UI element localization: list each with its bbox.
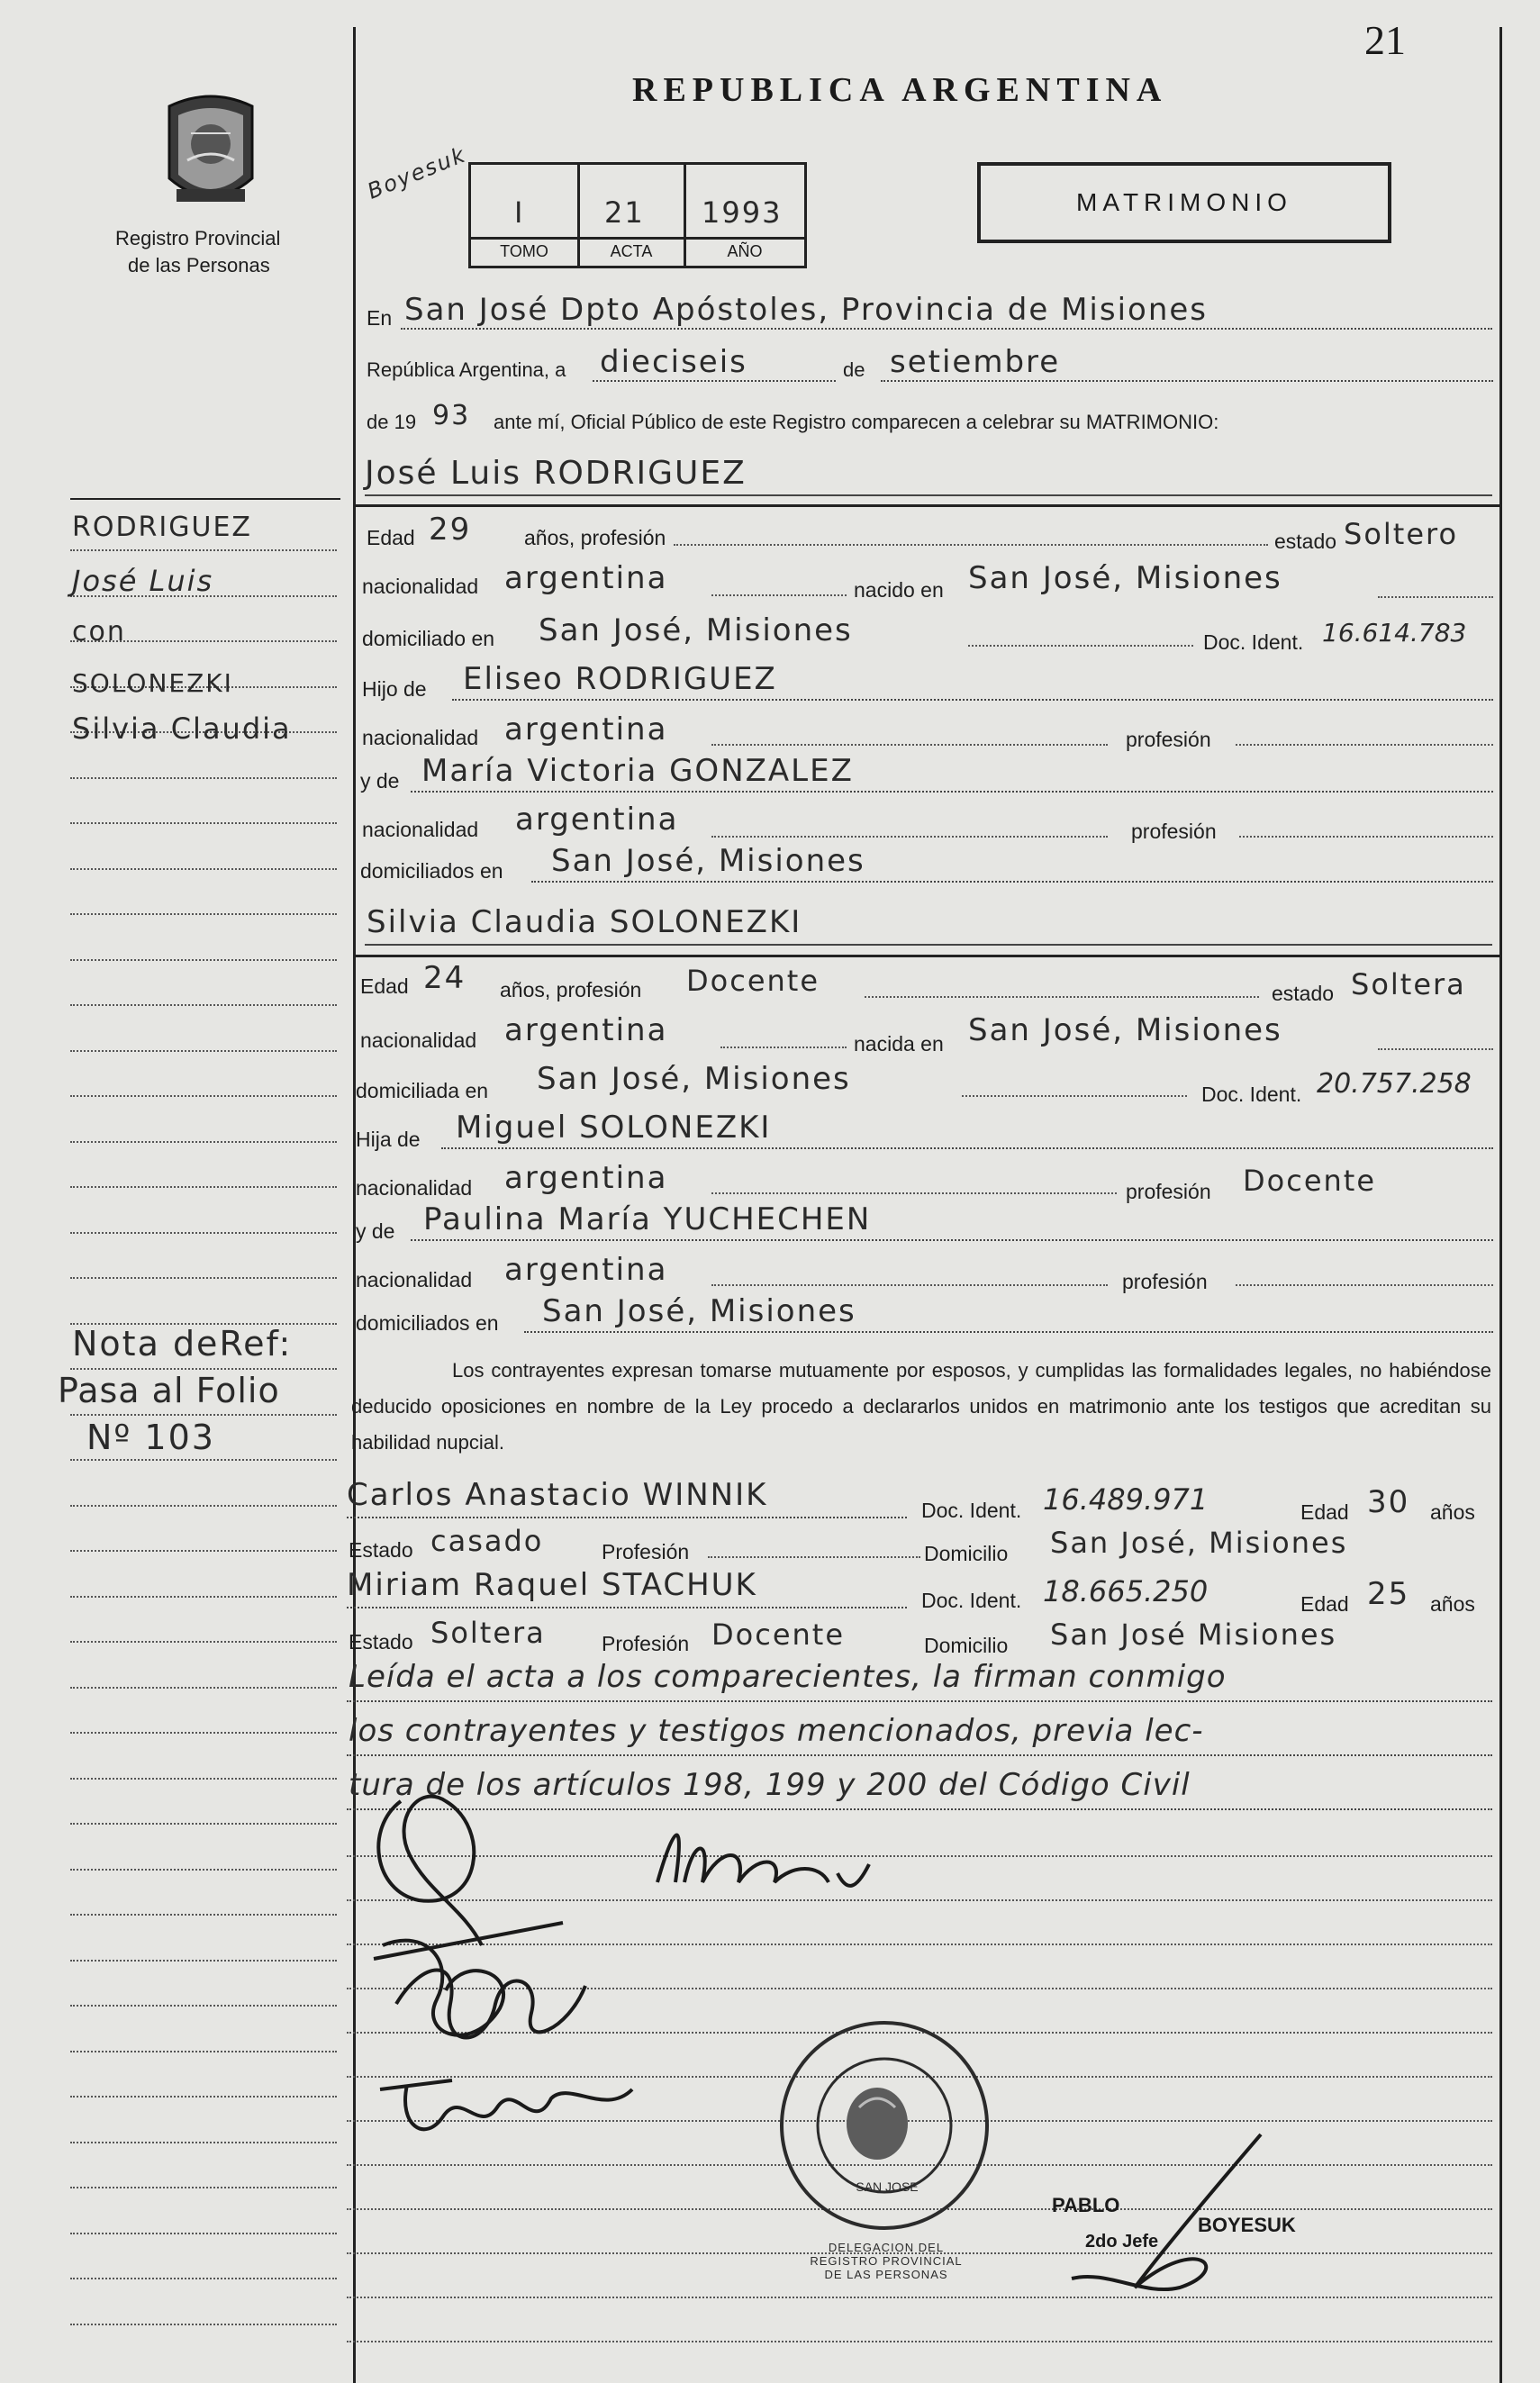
- witness2-anos-label: años: [1430, 1592, 1475, 1616]
- groom-edad-label: Edad: [367, 526, 415, 549]
- marriage-month: setiembre: [890, 344, 1061, 380]
- bride-age: 24: [423, 960, 467, 996]
- groom-mother: María Victoria GONZALEZ: [421, 753, 854, 789]
- bride-signature: [387, 1950, 594, 2058]
- official-stamp-title: 2do Jefe: [1085, 2232, 1159, 2252]
- margin-ruled-line: [70, 1505, 337, 1507]
- bride-parents-dom-label: domiciliados en: [356, 1311, 499, 1335]
- ano-value: 1993: [702, 195, 783, 230]
- bride-name: Silvia Claudia SOLONEZKI: [367, 904, 802, 940]
- bride-edad-label: Edad: [360, 974, 409, 998]
- witness1-domicile: San José, Misiones: [1050, 1526, 1348, 1560]
- en-label: En: [367, 306, 393, 330]
- comparecen-statement: ante mí, Oficial Público de este Registro comparecen a celebrar su MATRIMONIO:: [494, 411, 1219, 433]
- witness-signature-center: [648, 1810, 883, 1909]
- groom-mother-nat-label: nacionalidad: [362, 818, 479, 841]
- margin-con: con: [72, 616, 126, 648]
- margin-ruled-line: [70, 1050, 337, 1052]
- groom-age: 29: [429, 512, 472, 548]
- bride-father-profession: Docente: [1243, 1164, 1377, 1198]
- bride-father-nacionalidad: argentina: [504, 1160, 668, 1196]
- groom-name: José Luis RODRIGUEZ: [365, 455, 747, 492]
- groom-father-prof-label: profesión: [1126, 728, 1211, 751]
- registry-name-line1: Registro Provincial: [115, 227, 281, 249]
- witness2-doc: 18.665.250: [1043, 1574, 1209, 1608]
- witness1-edad-label: Edad: [1300, 1500, 1349, 1524]
- bride-nacionalidad-label: nacionalidad: [360, 1028, 477, 1052]
- witness1-doc-label: Doc. Ident.: [921, 1499, 1022, 1522]
- witness1-prof-label: Profesión: [602, 1540, 690, 1563]
- margin-ruled-line: [70, 2051, 337, 2052]
- witness2-name: Miriam Raquel STACHUK: [347, 1567, 757, 1603]
- groom-anos-profesion-label: años, profesión: [524, 526, 666, 549]
- bride-estado: Soltera: [1351, 967, 1466, 1001]
- witness2-edad-label: Edad: [1300, 1592, 1349, 1616]
- margin-ruled-line: [70, 1414, 337, 1416]
- signature-ruled-line: [347, 2341, 1492, 2342]
- bride-mother-nacionalidad: argentina: [504, 1252, 668, 1288]
- bride-doc-number: 20.757.258: [1317, 1068, 1472, 1100]
- groom-parents-dom-label: domiciliados en: [360, 859, 503, 883]
- groom-parents-domicile: San José, Misiones: [551, 843, 865, 879]
- witness2-estado: Soltera: [430, 1616, 546, 1650]
- groom-hijo-label: Hijo de: [362, 677, 427, 701]
- margin-ruled-line: [70, 2278, 337, 2279]
- margin-given-bride: Silvia Claudia: [72, 711, 292, 746]
- groom-father-nat-label: nacionalidad: [362, 726, 479, 749]
- margin-ruled-line: [70, 913, 337, 915]
- witness2-doc-label: Doc. Ident.: [921, 1589, 1022, 1612]
- groom-nacionalidad-label: nacionalidad: [362, 575, 479, 598]
- margin-ruled-line: [70, 1368, 337, 1370]
- groom-doc-label: Doc. Ident.: [1203, 630, 1304, 654]
- bride-nacida-label: nacida en: [854, 1032, 944, 1056]
- margin-note-line3: Nº 103: [86, 1418, 215, 1457]
- witness2-estado-label: Estado: [349, 1630, 413, 1654]
- margin-ruled-line: [70, 1141, 337, 1143]
- margin-ruled-line: [70, 1960, 337, 1962]
- witness2-profession: Docente: [711, 1617, 846, 1652]
- tomo-acta-ano-box: [468, 162, 807, 268]
- groom-doc-number: 16.614.783: [1322, 618, 1467, 648]
- groom-yde-label: y de: [360, 769, 400, 793]
- witness1-estado: casado: [430, 1524, 544, 1558]
- witness1-name: Carlos Anastacio WINNIK: [347, 1477, 768, 1513]
- country-title: REPUBLICA ARGENTINA: [632, 71, 1168, 109]
- margin-ruled-line: [70, 1732, 337, 1734]
- groom-domicile: San José, Misiones: [539, 612, 853, 648]
- witness2-age: 25: [1367, 1576, 1410, 1612]
- bride-mother-nat-label: nacionalidad: [356, 1268, 473, 1291]
- bride-father-prof-label: profesión: [1126, 1180, 1211, 1203]
- margin-given-groom: José Luis: [72, 564, 214, 598]
- margin-note-line1: Nota deRef:: [72, 1324, 293, 1364]
- groom-section-divider: [356, 504, 1499, 507]
- page-number: 21: [1364, 17, 1406, 63]
- official-stamp-name: PABLO: [1052, 2194, 1120, 2216]
- margin-ruled-line: [70, 1823, 337, 1825]
- groom-estado: Soltero: [1344, 517, 1459, 551]
- witness1-estado-label: Estado: [349, 1538, 413, 1562]
- margin-ruled-line: [70, 1459, 337, 1461]
- margin-ruled-line: [70, 2005, 337, 2007]
- bride-profession: Docente: [686, 964, 820, 998]
- margin-ruled-line: [70, 2096, 337, 2098]
- left-column-top-rule: [70, 498, 340, 500]
- de-label: de: [843, 358, 865, 381]
- margin-ruled-line: [70, 1232, 337, 1234]
- witness1-doc: 16.489.971: [1043, 1482, 1209, 1517]
- groom-nacido-label: nacido en: [854, 578, 944, 602]
- bride-birthplace: San José, Misiones: [968, 1012, 1282, 1048]
- witness2-prof-label: Profesión: [602, 1632, 690, 1655]
- marriage-place: San José Dpto Apóstoles, Provincia de Misiones: [404, 292, 1208, 328]
- margin-ruled-line: [70, 1095, 337, 1097]
- official-stamp-surname: BOYESUK: [1198, 2214, 1296, 2236]
- round-seal-text: DELEGACION DEL REGISTRO PROVINCIAL DE LAS PERSONAS: [810, 2241, 963, 2281]
- margin-ruled-line: [70, 1914, 337, 1916]
- tomo-label: TOMO: [500, 242, 548, 260]
- document-type-box: [977, 162, 1391, 243]
- acta-label: ACTA: [610, 242, 653, 260]
- margin-ruled-line: [70, 1869, 337, 1871]
- margin-ruled-line: [70, 2233, 337, 2234]
- margin-ruled-line: [70, 1550, 337, 1552]
- right-page-border: [1499, 27, 1502, 2383]
- groom-estado-label: estado: [1274, 530, 1337, 553]
- witness1-anos-label: años: [1430, 1500, 1475, 1524]
- bride-domicile: San José, Misiones: [537, 1061, 851, 1097]
- bride-father-nat-label: nacionalidad: [356, 1176, 473, 1200]
- bride-yde-label: y de: [356, 1219, 395, 1243]
- groom-birthplace: San José, Misiones: [968, 560, 1282, 596]
- bride-section-divider: [356, 955, 1499, 957]
- margin-ruled-line: [70, 868, 337, 870]
- groom-nacionalidad: argentina: [504, 560, 668, 596]
- margin-ruled-line: [70, 2142, 337, 2143]
- registry-name-line2: de las Personas: [128, 254, 270, 276]
- groom-mother-nacionalidad: argentina: [515, 802, 679, 838]
- groom-father-nacionalidad: argentina: [504, 711, 668, 748]
- registry-round-seal: [776, 2017, 992, 2233]
- margin-surname-bride: SOLONEZKI: [72, 668, 233, 698]
- closing-line-3: tura de los artículos 198, 199 y 200 del Código Civil: [349, 1767, 1191, 1803]
- margin-ruled-line: [70, 777, 337, 779]
- closing-line-2: los contrayentes y testigos mencionados, previa lec-: [349, 1713, 1204, 1749]
- margin-ruled-line: [70, 1596, 337, 1598]
- bride-domiciliada-label: domiciliada en: [356, 1079, 489, 1102]
- round-seal-city: SAN JOSE: [856, 2179, 919, 2194]
- margin-ruled-line: [70, 1277, 337, 1279]
- witness2-domicile: San José Misiones: [1050, 1617, 1337, 1652]
- bride-anos-profesion-label: años, profesión: [500, 978, 642, 1001]
- groom-father: Eliseo RODRIGUEZ: [463, 661, 777, 697]
- margin-ruled-line: [70, 1778, 337, 1780]
- margin-surname-groom: RODRIGUEZ: [72, 512, 252, 543]
- republica-label: República Argentina, a: [367, 358, 566, 381]
- marriage-year: 93: [432, 400, 471, 431]
- provincial-coat-of-arms: [160, 88, 261, 214]
- witness2-domicilio-label: Domicilio: [924, 1634, 1009, 1657]
- margin-ruled-line: [70, 2187, 337, 2188]
- handwritten-annotation: Boyesuk: [363, 141, 470, 204]
- margin-ruled-line: [70, 1004, 337, 1006]
- witness1-domicilio-label: Domicilio: [924, 1542, 1009, 1565]
- bride-estado-label: estado: [1272, 982, 1335, 1005]
- bride-doc-label: Doc. Ident.: [1201, 1083, 1302, 1106]
- bride-hija-label: Hija de: [356, 1128, 421, 1151]
- margin-ruled-line: [70, 2324, 337, 2325]
- margin-note-line2: Pasa al Folio: [58, 1371, 280, 1410]
- signature-ruled-line: [347, 2297, 1492, 2298]
- tomo-value: I: [514, 195, 525, 230]
- year-prefix: de 19: [367, 411, 417, 433]
- bride-mother-prof-label: profesión: [1122, 1270, 1208, 1293]
- bride-mother: Paulina María YUCHECHEN: [423, 1201, 872, 1237]
- margin-ruled-line: [70, 549, 337, 551]
- margin-ruled-line: [70, 1641, 337, 1643]
- marriage-day: dieciseis: [600, 344, 747, 380]
- ano-label: AÑO: [727, 242, 763, 260]
- margin-ruled-line: [70, 822, 337, 824]
- witness1-age: 30: [1367, 1484, 1410, 1520]
- closing-line-1: Leída el acta a los comparecientes, la firman conmigo: [349, 1659, 1227, 1695]
- bride-father: Miguel SOLONEZKI: [456, 1110, 772, 1146]
- margin-ruled-line: [70, 1687, 337, 1689]
- margin-ruled-line: [70, 959, 337, 961]
- bride-parents-domicile: San José, Misiones: [542, 1293, 856, 1329]
- declaration-text: Los contrayentes expresan tomarse mutuamente por esposos, y cumplidas las formalidades legales, no habiéndose deducido oposiciones en nombre de la Ley procedo a declararlos unidos en matrimonio ante los testigos que acreditan su habilidad nupcial.: [351, 1359, 1491, 1454]
- bride-nacionalidad: argentina: [504, 1012, 668, 1048]
- groom-domiciliado-label: domiciliado en: [362, 627, 495, 650]
- margin-ruled-line: [70, 1186, 337, 1188]
- acta-value: 21: [604, 195, 645, 230]
- witness-signature-lower: [371, 2062, 641, 2152]
- document-type-label: MATRIMONIO: [1076, 188, 1292, 216]
- groom-mother-prof-label: profesión: [1131, 820, 1217, 843]
